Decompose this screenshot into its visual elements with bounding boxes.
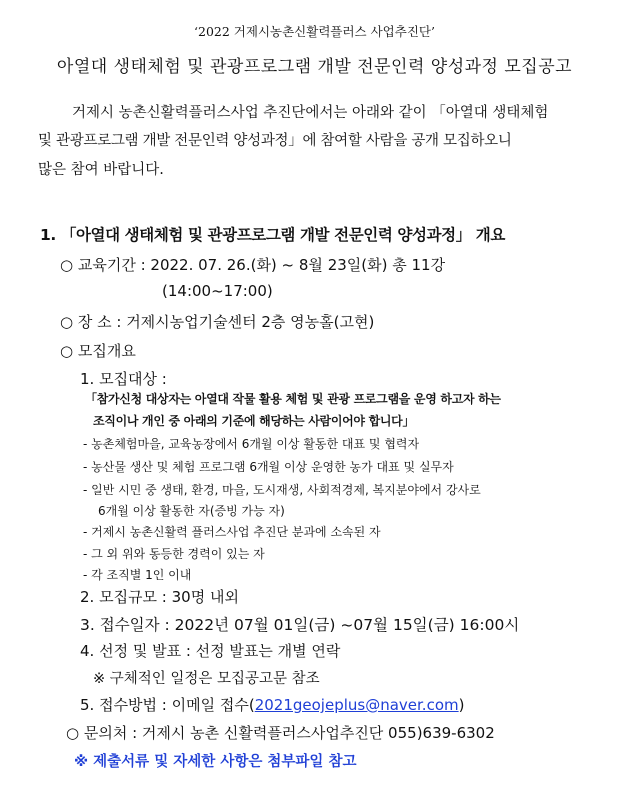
application-method: [80, 694, 464, 715]
contact-info: ○ 문의처 : 거제시 농촌 신활력플러스사업추진단 055)639-6302: [66, 724, 495, 742]
final-note: ※ 제출서류 및 자세한 사항은 첨부파일 참고: [74, 754, 357, 770]
section-heading: 1. 「아열대 생태체험 및 관광프로그램 개발 전문인력 양성과정」 개요: [40, 226, 505, 244]
education-place: ○ 장 소 : 거제시농업기술센터 2층 영농홀(고현): [60, 313, 375, 331]
application-method-label: 5. 접수방법 : 이메일 접수(: [80, 696, 255, 714]
document-supertitle: ‘2022 거제시농촌신활력플러스 사업추진단’: [194, 24, 435, 39]
contact-email-link[interactable]: 2021geojeplus@naver.com: [254, 696, 459, 714]
document-title: 아열대 생태체험 및 관광프로그램 개발 전문인력 양성과정 모집공고: [56, 57, 573, 77]
criteria-item: 6개월 이상 활동한 자(증빙 가능 자): [98, 504, 285, 518]
target-title: 1. 모집대상 :: [80, 370, 167, 388]
target-quote-2: 조직이나 개인 중 아래의 기준에 해당하는 사람이어야 합니다」: [93, 414, 415, 428]
education-time: (14:00~17:00): [162, 282, 273, 300]
target-quote-1: 「참가신청 대상자는 아열대 작물 활용 체험 및 관광 프로그램을 운영 하고자 하는: [85, 392, 501, 406]
intro-line-3: 많은 참여 바랍니다.: [38, 162, 164, 178]
intro-line-2: 및 관광프로그램 개발 전문인력 양성과정」에 참여할 사람을 공개 모집하오니: [38, 133, 512, 149]
recruit-scale: 2. 모집규모 : 30명 내외: [80, 588, 239, 606]
selection-note: ※ 구체적인 일정은 모집공고문 참조: [93, 671, 320, 687]
recruit-overview-title: ○ 모집개요: [60, 342, 136, 360]
education-period: ○ 교육기간 : 2022. 07. 26.(화) ~ 8월 23일(화) 총 11강: [60, 256, 446, 274]
application-period: 3. 접수일자 : 2022년 07월 01일(금) ~07월 15일(금) 16:00시: [80, 616, 520, 634]
criteria-item: - 일반 시민 중 생태, 환경, 마을, 도시재생, 사회적경제, 복지분야에서 강사로: [83, 483, 481, 497]
criteria-item: - 거제시 농촌신활력 플러스사업 추진단 분과에 소속된 자: [83, 525, 381, 539]
application-method-close: ): [458, 696, 465, 714]
intro-line-1: 거제시 농촌신활력플러스사업 추진단에서는 아래와 같이 「아열대 생태체험: [72, 105, 549, 121]
criteria-item: - 농산물 생산 및 체험 프로그램 6개월 이상 운영한 농가 대표 및 실무자: [83, 460, 454, 474]
criteria-item: - 그 외 위와 동등한 경력이 있는 자: [83, 547, 265, 561]
selection-announcement: 4. 선정 및 발표 : 선정 발표는 개별 연락: [80, 642, 341, 660]
criteria-item: - 각 조직별 1인 이내: [83, 568, 192, 582]
criteria-item: - 농촌체험마을, 교육농장에서 6개월 이상 활동한 대표 및 협력자: [83, 437, 420, 451]
